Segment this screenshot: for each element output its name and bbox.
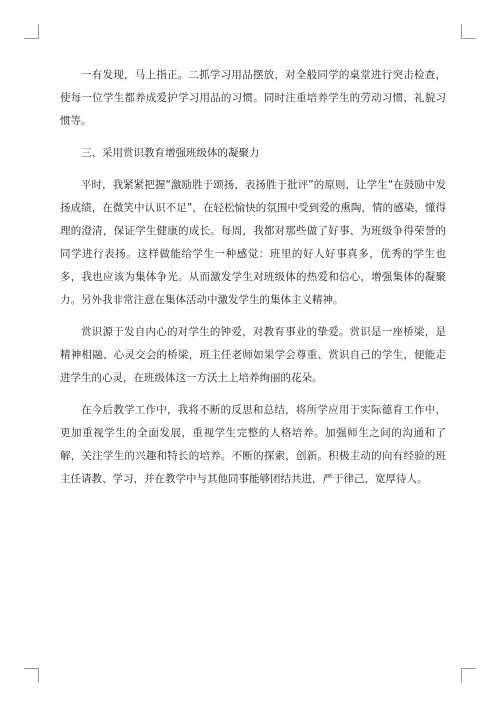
document-body xyxy=(60,64,446,491)
crop-mark-bottom-right xyxy=(461,668,476,683)
crop-mark-top-right xyxy=(461,24,476,39)
paragraph-praise-principle: 平时，我紧紧把握“激励胜于颂扬，表扬胜于批评”的原则，让学生“在鼓励中发扬成绩，在微笑中认识不足”，在轻松愉快的氛围中受到爱的熏陶，情的感染，懂得理的澄清，保证学生健康的成长。每周，我都对那些做了好事、为班级争得荣誉的同学进行表扬。这样做能给学生一种感觉：班里的好人好事真多，优秀的学生也多，我也应该为集体争光。从而激发学生对班级体的热爱和信心，增强集体的凝聚力。另外我非常注意在集体活动中激发学生的集体主义精神。 xyxy=(60,179,446,306)
paragraph-future-work: 在今后教学工作中，我将不断的反思和总结，将所学应用于实际德育工作中，更加重视学生的全面发展，重视学生完整的人格培养。加强师生之间的沟通和了解，关注学生的兴趣和特长的培养。不断的探索，创新。积极主动的向有经验的班主任请教、学习，并在教学中与其他同事能够团结共进，严于律己，宽厚待人。 xyxy=(60,404,446,485)
section-heading: 三、采用赏识教育增强班级体的凝聚力 xyxy=(81,147,260,159)
crop-mark-bottom-left xyxy=(24,668,39,683)
crop-mark-top-left xyxy=(24,24,39,39)
paragraph-appreciation: 赏识源于发自内心的对学生的钟爱，对教育事业的挚爱。赏识是一座桥梁，是精神相融、心灵交会的桥梁，班主任老师如果学会尊重、赏识自己的学生，便能走进学生的心灵，在班级体这一方沃土上培养绚丽的花朵。 xyxy=(60,326,446,384)
paragraph-continuation: 一有发现，马上指正。二抓学习用品摆放，对全般同学的桌堂进行突击检查，使每一位学生都养成爱护学习用品的习惯。同时注重培养学生的劳动习惯，礼貌习惯等。 xyxy=(60,69,446,127)
